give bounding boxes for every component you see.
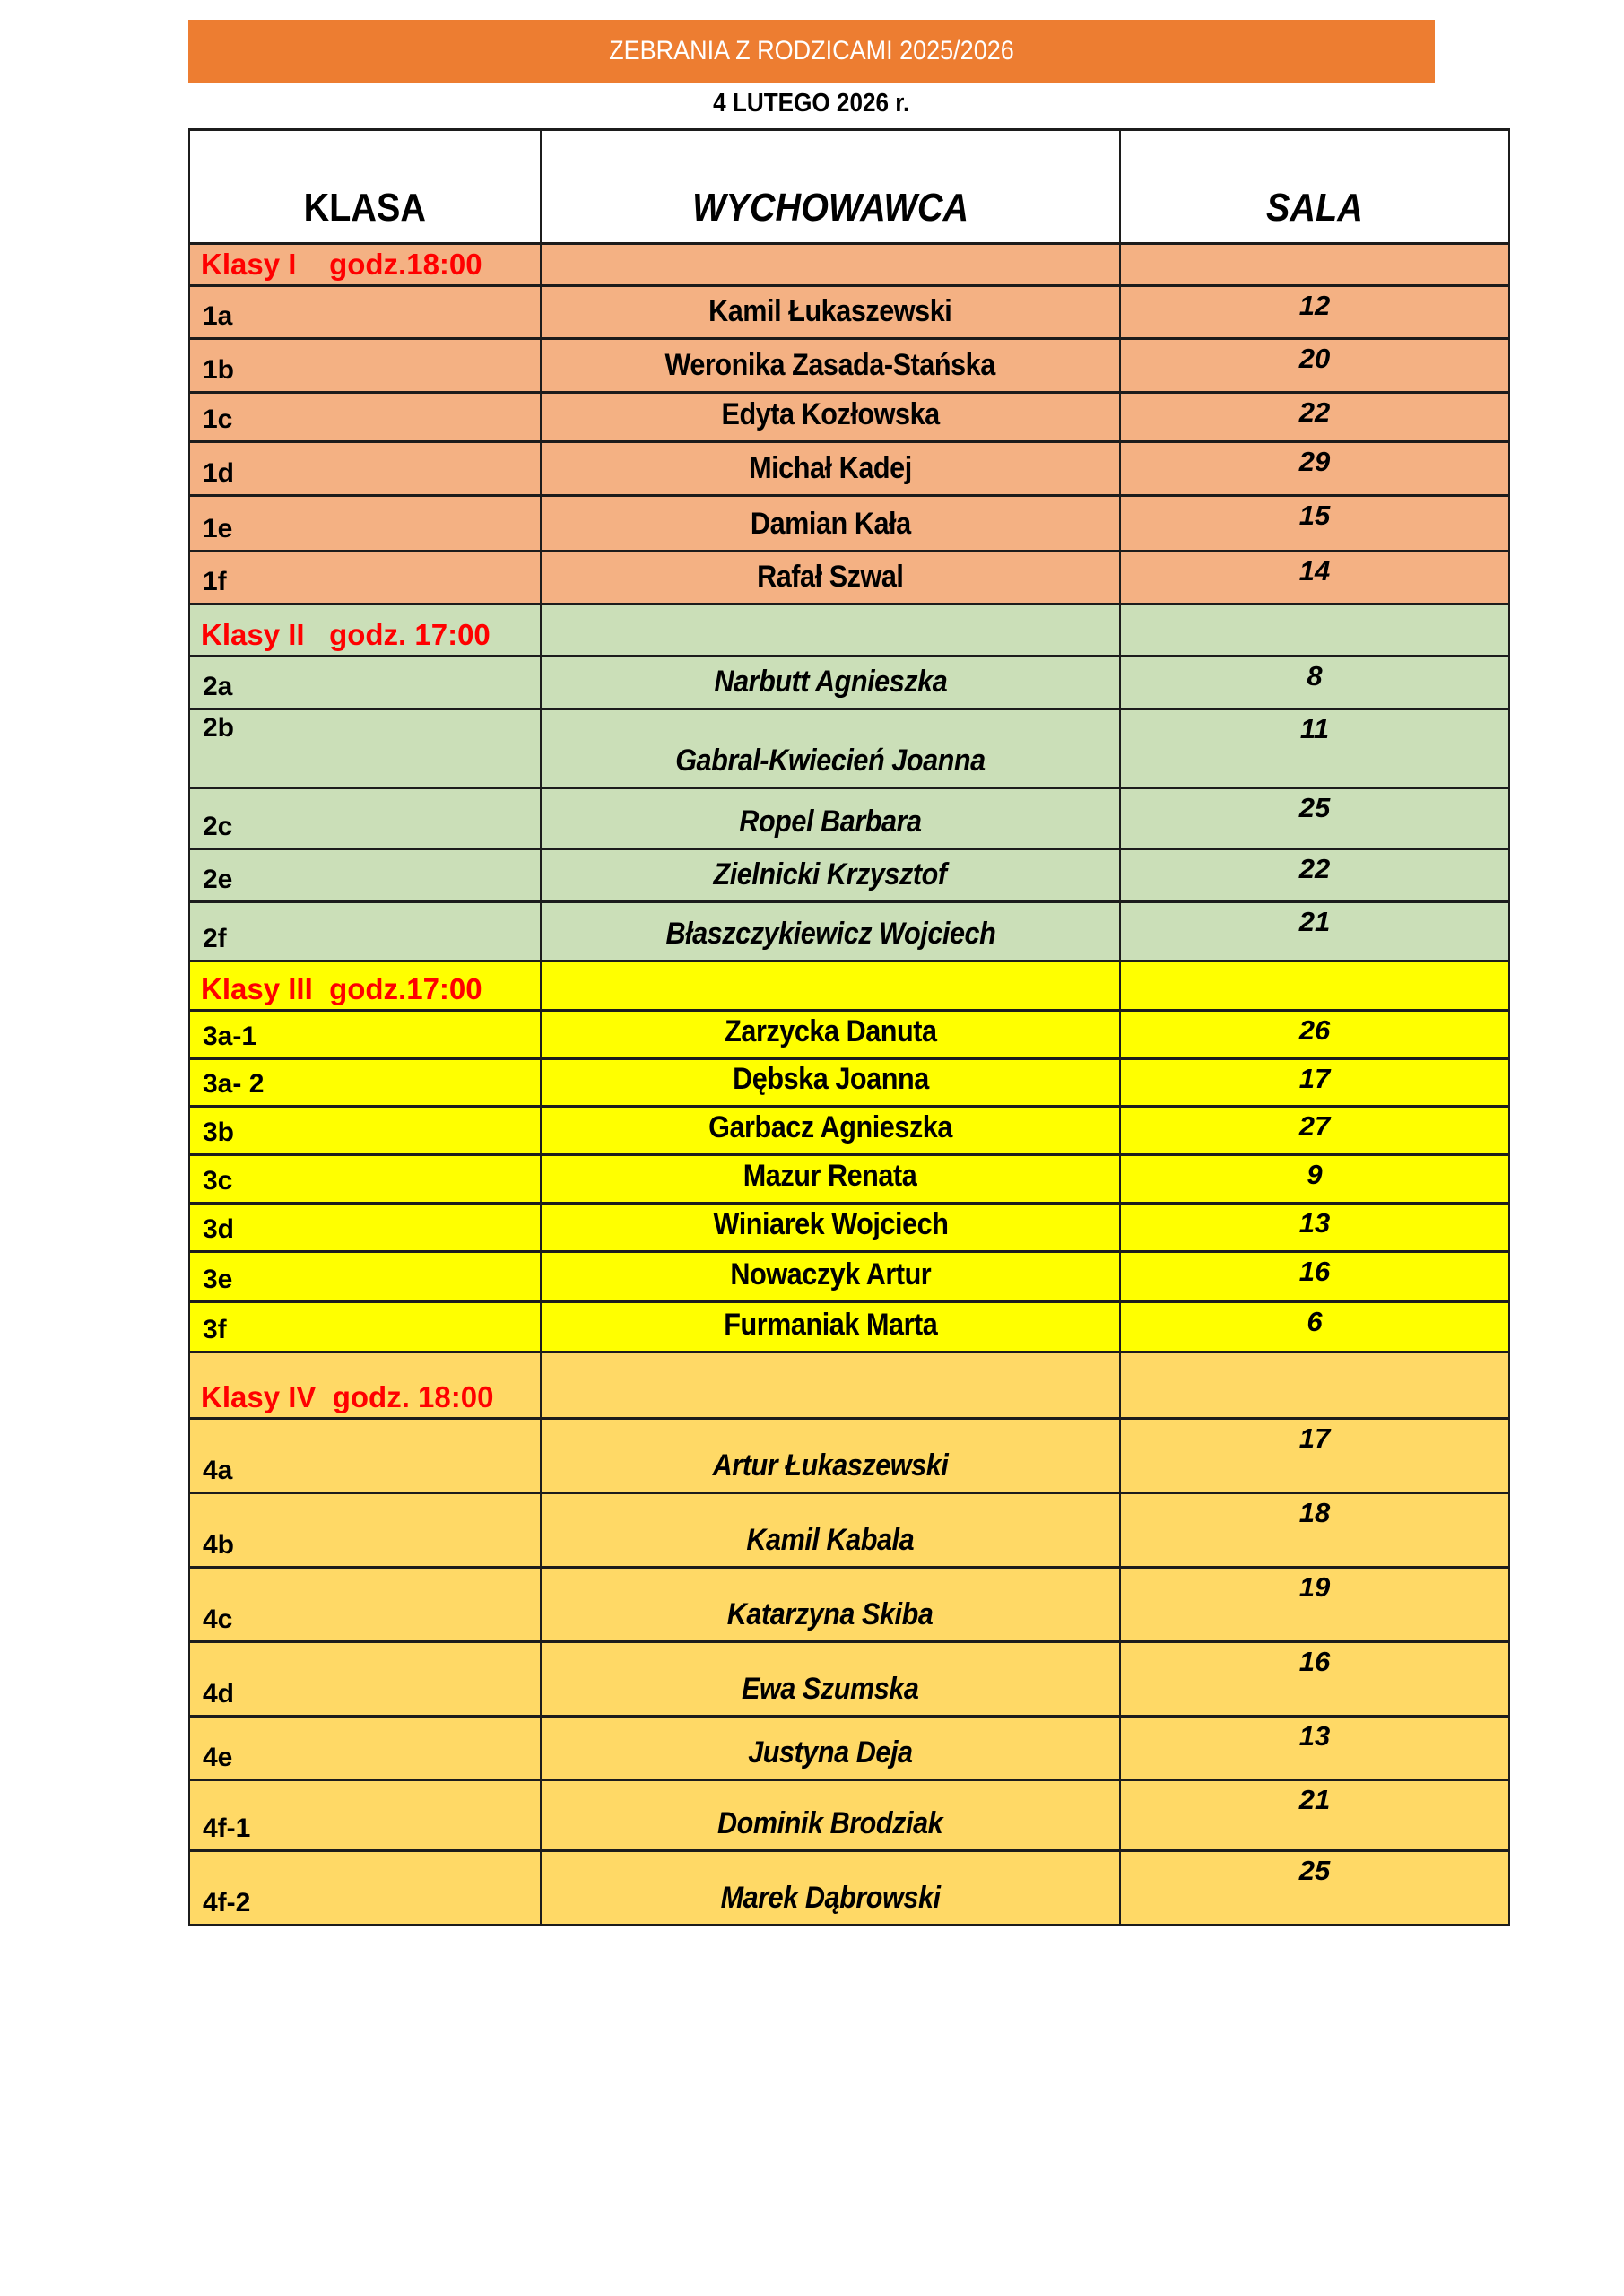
schedule-body [189,244,1509,1926]
date-heading [188,89,1435,118]
class-cell: 4e [189,1717,541,1780]
teacher-cell [541,1252,1120,1302]
room-cell: 17 [1120,1419,1509,1493]
class-cell: 3c [189,1155,541,1204]
teacher-cell [541,1302,1120,1352]
teacher-name: Nowaczyk Artur [730,1257,931,1292]
room-cell: 14 [1120,552,1509,604]
room-cell: 17 [1120,1059,1509,1107]
column-header-sala-text: SALA [1266,186,1363,230]
room-cell: 15 [1120,496,1509,552]
table-row [189,657,1509,709]
column-header-row [189,130,1509,244]
table-row [189,1011,1509,1059]
teacher-name: Narbutt Agnieszka [714,665,947,700]
room-cell: 8 [1120,657,1509,709]
teacher-name: Dominik Brodziak [717,1806,943,1841]
room-cell: 19 [1120,1568,1509,1642]
title-banner [188,20,1435,83]
table-row [189,552,1509,604]
teacher-name: Kamil Łukaszewski [708,294,952,329]
teacher-name: Edyta Kozłowska [721,397,940,432]
section-header-row [189,961,1509,1011]
teacher-name: Damian Kała [750,507,911,542]
class-cell: 3a-1 [189,1011,541,1059]
teacher-name: Weronika Zasada-Stańska [664,348,996,383]
teacher-cell [541,496,1120,552]
room-cell: 22 [1120,849,1509,902]
teacher-name: Zielnicki Krzysztof [713,857,948,892]
table-row [189,1419,1509,1493]
teacher-cell [541,788,1120,849]
teacher-cell [541,1011,1120,1059]
table-row [189,286,1509,339]
teacher-cell [541,339,1120,393]
section-empty-cell [1120,1352,1509,1419]
class-cell: 2a [189,657,541,709]
teacher-cell [541,709,1120,788]
date-heading-text: 4 LUTEGO 2026 r. [713,89,910,117]
column-header-klasa [189,130,541,244]
teacher-cell [541,286,1120,339]
class-cell: 3f [189,1302,541,1352]
class-cell: 3a- 2 [189,1059,541,1107]
column-header-sala [1120,130,1509,244]
class-cell: 3d [189,1204,541,1252]
room-cell: 29 [1120,442,1509,496]
room-cell: 27 [1120,1107,1509,1155]
teacher-cell [541,1419,1120,1493]
teacher-name: Ropel Barbara [739,804,922,839]
class-cell: 4c [189,1568,541,1642]
table-row [189,339,1509,393]
class-cell: 4a [189,1419,541,1493]
room-cell: 9 [1120,1155,1509,1204]
teacher-cell [541,1568,1120,1642]
room-cell: 20 [1120,339,1509,393]
section-empty-cell [541,244,1120,286]
table-row [189,1155,1509,1204]
teacher-name: Ewa Szumska [742,1672,919,1707]
section-empty-cell [1120,961,1509,1011]
teacher-name: Dębska Joanna [732,1062,929,1097]
teacher-cell [541,442,1120,496]
room-cell: 13 [1120,1204,1509,1252]
table-row [189,1493,1509,1568]
schedule-table [188,128,1510,1926]
teacher-name: Mazur Renata [743,1159,917,1194]
teacher-name: Kamil Kabala [746,1523,915,1558]
section-header-row [189,1352,1509,1419]
banner-title: ZEBRANIA Z RODZICAMI 2025/2026 [609,36,1014,65]
teacher-name: Katarzyna Skiba [727,1597,934,1632]
table-row [189,393,1509,442]
class-cell: 3b [189,1107,541,1155]
table-row [189,709,1509,788]
room-cell: 11 [1120,709,1509,788]
teacher-cell [541,1642,1120,1717]
table-row [189,902,1509,961]
class-cell: 2c [189,788,541,849]
section-empty-cell [541,961,1120,1011]
section-header-row [189,604,1509,657]
room-cell: 6 [1120,1302,1509,1352]
room-cell: 12 [1120,286,1509,339]
room-cell: 16 [1120,1252,1509,1302]
section-label: Klasy I godz.18:00 [189,244,541,286]
class-cell: 1e [189,496,541,552]
room-cell: 25 [1120,1851,1509,1926]
section-label: Klasy III godz.17:00 [189,961,541,1011]
room-cell: 26 [1120,1011,1509,1059]
teacher-name: Błaszczykiewicz Wojciech [665,917,995,952]
section-label: Klasy II godz. 17:00 [189,604,541,657]
room-cell: 22 [1120,393,1509,442]
teacher-cell [541,552,1120,604]
teacher-name: Furmaniak Marta [723,1308,938,1343]
class-cell: 1a [189,286,541,339]
teacher-name: Gabral-Kwiecień Joanna [675,744,986,778]
column-header-klasa-text: KLASA [303,186,427,230]
teacher-name: Michał Kadej [749,451,912,486]
class-cell: 1d [189,442,541,496]
table-row [189,788,1509,849]
teacher-cell [541,902,1120,961]
class-cell: 4d [189,1642,541,1717]
table-row [189,849,1509,902]
class-cell: 1c [189,393,541,442]
table-row [189,1204,1509,1252]
table-row [189,1717,1509,1780]
teacher-name: Garbacz Agnieszka [708,1110,952,1145]
section-empty-cell [1120,604,1509,657]
column-header-wychowawca [541,130,1120,244]
teacher-cell [541,1717,1120,1780]
room-cell: 13 [1120,1717,1509,1780]
class-cell: 4f-2 [189,1851,541,1926]
teacher-cell [541,1493,1120,1568]
class-cell: 2f [189,902,541,961]
table-row [189,1107,1509,1155]
class-cell: 2e [189,849,541,902]
table-row [189,1642,1509,1717]
teacher-cell [541,1851,1120,1926]
section-header-row [189,244,1509,286]
class-cell: 1f [189,552,541,604]
table-row [189,1302,1509,1352]
table-row [189,1568,1509,1642]
teacher-name: Marek Dąbrowski [720,1881,941,1916]
teacher-cell [541,393,1120,442]
room-cell: 25 [1120,788,1509,849]
table-row [189,1252,1509,1302]
teacher-cell [541,1059,1120,1107]
table-row [189,1851,1509,1926]
room-cell: 16 [1120,1642,1509,1717]
table-row [189,1059,1509,1107]
room-cell: 21 [1120,1780,1509,1851]
section-label: Klasy IV godz. 18:00 [189,1352,541,1419]
teacher-name: Winiarek Wojciech [713,1207,948,1242]
section-empty-cell [1120,244,1509,286]
table-row [189,1780,1509,1851]
class-cell: 3e [189,1252,541,1302]
teacher-cell [541,849,1120,902]
class-cell: 2b [189,709,541,788]
teacher-name: Zarzycka Danuta [724,1014,937,1049]
class-cell: 4b [189,1493,541,1568]
room-cell: 18 [1120,1493,1509,1568]
teacher-cell [541,657,1120,709]
teacher-name: Justyna Deja [748,1735,913,1770]
table-row [189,442,1509,496]
section-empty-cell [541,1352,1120,1419]
teacher-cell [541,1204,1120,1252]
class-cell: 1b [189,339,541,393]
section-empty-cell [541,604,1120,657]
class-cell: 4f-1 [189,1780,541,1851]
teacher-cell [541,1780,1120,1851]
column-header-wychowawca-text: WYCHOWAWCA [692,186,968,230]
room-cell: 21 [1120,902,1509,961]
table-row [189,496,1509,552]
teacher-cell [541,1107,1120,1155]
teacher-name: Rafał Szwal [757,560,904,595]
teacher-cell [541,1155,1120,1204]
teacher-name: Artur Łukaszewski [712,1448,949,1483]
